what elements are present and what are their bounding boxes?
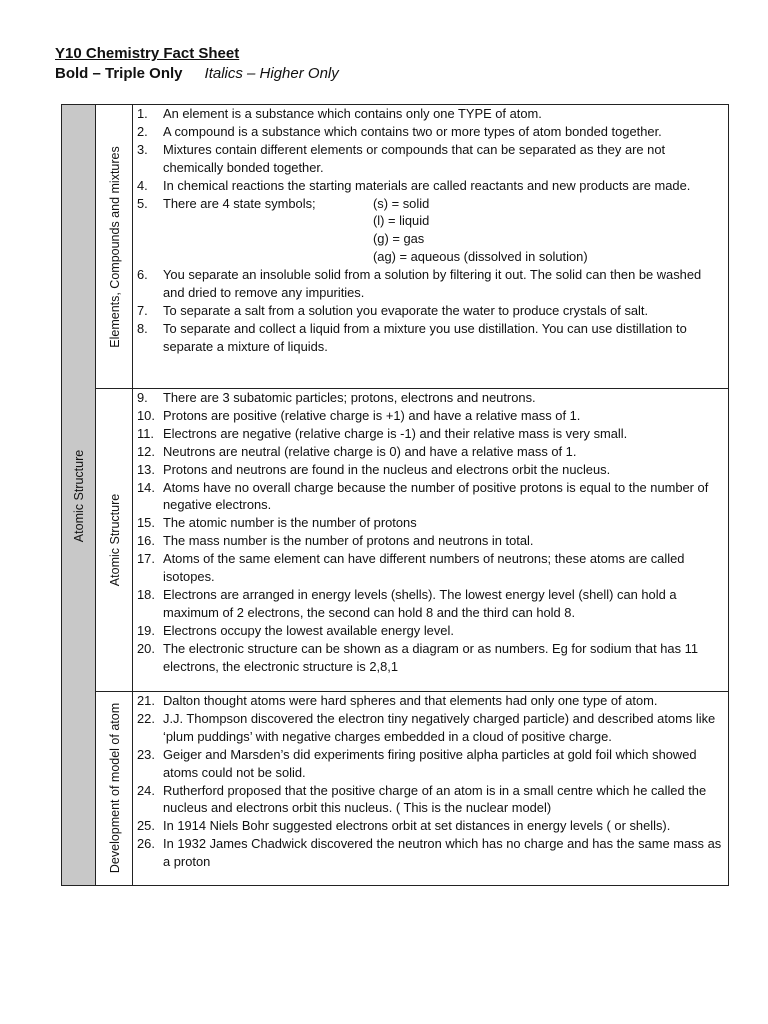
- fact-text: To separate a salt from a solution you evaporate the water to produce crystals of salt.: [163, 302, 649, 318]
- fact-text: In chemical reactions the starting materials are called reactants and new products are made.: [163, 177, 691, 193]
- fact-text: In 1932 James Chadwick discovered the neutron which has no charge and has the same mass as a proton: [163, 836, 722, 870]
- fact-item: [137, 835, 722, 871]
- fact-text: The electronic structure can be shown as a diagram or as numbers. Eg for sodium that has 11 electrons, the electronic structure is 2,8,1: [163, 640, 698, 674]
- fact-item: [137, 622, 722, 640]
- fact-text: Atoms of the same element can have different numbers of neutrons; these atoms are called isotopes.: [163, 551, 685, 585]
- fact-text: Rutherford proposed that the positive charge of an atom is in a small centre which he called the nucleus and electrons orbit this nucleus. ( This is the nuclear model): [163, 782, 707, 816]
- fact-item: [137, 710, 722, 746]
- fact-item: [137, 532, 722, 550]
- fact-number: 4.: [137, 177, 148, 193]
- fact-text: Electrons are negative (relative charge is -1) and their relative mass is very small.: [163, 425, 628, 441]
- fact-list: [133, 389, 728, 676]
- section-atomic-structure: [96, 389, 728, 692]
- fact-text: To separate and collect a liquid from a mixture you use distillation. You can use distillation to separate a mixture of liquids.: [163, 320, 687, 354]
- fact-item: [137, 692, 722, 710]
- fact-number: 19.: [137, 622, 155, 638]
- fact-text: Protons and neutrons are found in the nucleus and electrons orbit the nucleus.: [163, 461, 611, 477]
- fact-number: 26.: [137, 836, 155, 852]
- fact-list: [133, 692, 728, 871]
- fact-number: 18.: [137, 586, 155, 602]
- fact-number: 8.: [137, 320, 148, 336]
- section-label: Elements, Compounds and mixtures: [108, 146, 122, 348]
- fact-text: Dalton thought atoms were hard spheres and that elements had only one type of atom.: [163, 693, 658, 708]
- state-symbol: (ag) = aqueous (dissolved in solution): [373, 249, 588, 265]
- fact-number: 6.: [137, 267, 148, 283]
- section-label: Development of model of atom: [108, 702, 122, 874]
- fact-number: 12.: [137, 443, 155, 459]
- fact-number: 3.: [137, 141, 148, 157]
- fact-text: Geiger and Marsden’s did experiments firing positive alpha particles at gold foil which showed atoms could not be solid.: [163, 746, 697, 780]
- fact-text: Protons are positive (relative charge is +1) and have a relative mass of 1.: [163, 407, 581, 423]
- fact-item: [137, 141, 722, 177]
- fact-table: [61, 104, 729, 886]
- fact-number: 2.: [137, 123, 148, 139]
- fact-number: 17.: [137, 551, 155, 567]
- fact-number: 23.: [137, 746, 155, 762]
- fact-item: [137, 586, 722, 622]
- page-header: [55, 44, 339, 83]
- fact-number: 11.: [137, 425, 154, 441]
- fact-item: [137, 105, 722, 123]
- page-title: Y10 Chemistry Fact Sheet: [55, 45, 240, 62]
- fact-item: [137, 817, 722, 835]
- fact-list: [133, 105, 728, 356]
- section-label: Atomic Structure: [108, 493, 122, 587]
- fact-item: [137, 266, 722, 302]
- state-symbol: (l) = liquid: [373, 213, 430, 229]
- fact-item: [137, 389, 722, 407]
- state-symbols-block: [163, 195, 722, 267]
- topic-column: [62, 105, 96, 885]
- fact-text: In 1914 Niels Bohr suggested electrons orbit at set distances in energy levels ( or shells).: [163, 818, 671, 834]
- fact-text: Mixtures contain different elements or compounds that can be separated as they are not chemically bonded together.: [163, 141, 666, 175]
- section-label-cell: [96, 105, 133, 388]
- fact-item: [137, 746, 722, 782]
- fact-item: [137, 550, 722, 586]
- fact-item: [137, 123, 722, 141]
- fact-text: An element is a substance which contains only one TYPE of atom.: [163, 106, 542, 121]
- fact-number: 9.: [137, 390, 148, 405]
- fact-item: [137, 320, 722, 356]
- fact-item: [137, 461, 722, 479]
- fact-item: [137, 443, 722, 461]
- fact-item: [137, 302, 722, 320]
- fact-text: There are 4 state symbols;: [163, 195, 316, 211]
- bold-legend: Bold – Triple Only: [55, 65, 183, 82]
- fact-number: 16.: [137, 533, 155, 549]
- fact-text: The atomic number is the number of protons: [163, 515, 417, 531]
- fact-item: [137, 195, 722, 267]
- fact-item: [137, 407, 722, 425]
- fact-text: Electrons occupy the lowest available energy level.: [163, 622, 454, 638]
- state-symbol: (g) = gas: [373, 231, 425, 247]
- section-label-cell: [96, 389, 133, 691]
- section-development-of-model: [96, 692, 728, 885]
- fact-number: 24.: [137, 782, 155, 798]
- fact-text: Electrons are arranged in energy levels (shells). The lowest energy level (shell) can hold a maximum of 2 electrons, the second can hold 8 and the third can hold 8.: [163, 586, 677, 620]
- fact-item: [137, 782, 722, 818]
- fact-text: Atoms have no overall charge because the number of positive protons is equal to the number of negative electrons.: [163, 479, 709, 513]
- fact-item: [137, 479, 722, 515]
- fact-text: The mass number is the number of protons and neutrons in total.: [163, 533, 534, 549]
- fact-number: 15.: [137, 515, 155, 531]
- fact-text: You separate an insoluble solid from a solution by filtering it out. The solid can then be washed and dried to remove any impurities.: [163, 267, 702, 301]
- fact-number: 20.: [137, 640, 155, 656]
- fact-number: 22.: [137, 710, 155, 726]
- fact-text: J.J. Thompson discovered the electron tiny negatively charged particle) and described atoms like ‘plum puddings’ with negative charges embedded in a cloud of positive charge.: [163, 710, 716, 744]
- fact-number: 21.: [137, 693, 155, 708]
- legend-line: [55, 64, 339, 83]
- fact-item: [137, 640, 722, 676]
- state-symbol-list: [373, 195, 588, 267]
- fact-number: 14.: [137, 479, 155, 495]
- fact-number: 7.: [137, 302, 148, 318]
- fact-text: There are 3 subatomic particles; protons, electrons and neutrons.: [163, 390, 536, 405]
- fact-number: 10.: [137, 407, 155, 423]
- section-elements-compounds-mixtures: [96, 105, 728, 389]
- fact-text: Neutrons are neutral (relative charge is 0) and have a relative mass of 1.: [163, 443, 577, 459]
- fact-item: [137, 425, 722, 443]
- fact-number: 5.: [137, 195, 148, 211]
- fact-item: [137, 177, 722, 195]
- topic-label: Atomic Structure: [72, 449, 86, 543]
- fact-item: [137, 514, 722, 532]
- section-label-cell: [96, 692, 133, 885]
- fact-text: A compound is a substance which contains two or more types of atom bonded together.: [163, 123, 662, 139]
- italic-legend: Italics – Higher Only: [204, 65, 339, 82]
- state-symbol: (s) = solid: [373, 195, 430, 211]
- fact-number: 13.: [137, 461, 155, 477]
- fact-number: 1.: [137, 106, 148, 121]
- fact-number: 25.: [137, 818, 155, 834]
